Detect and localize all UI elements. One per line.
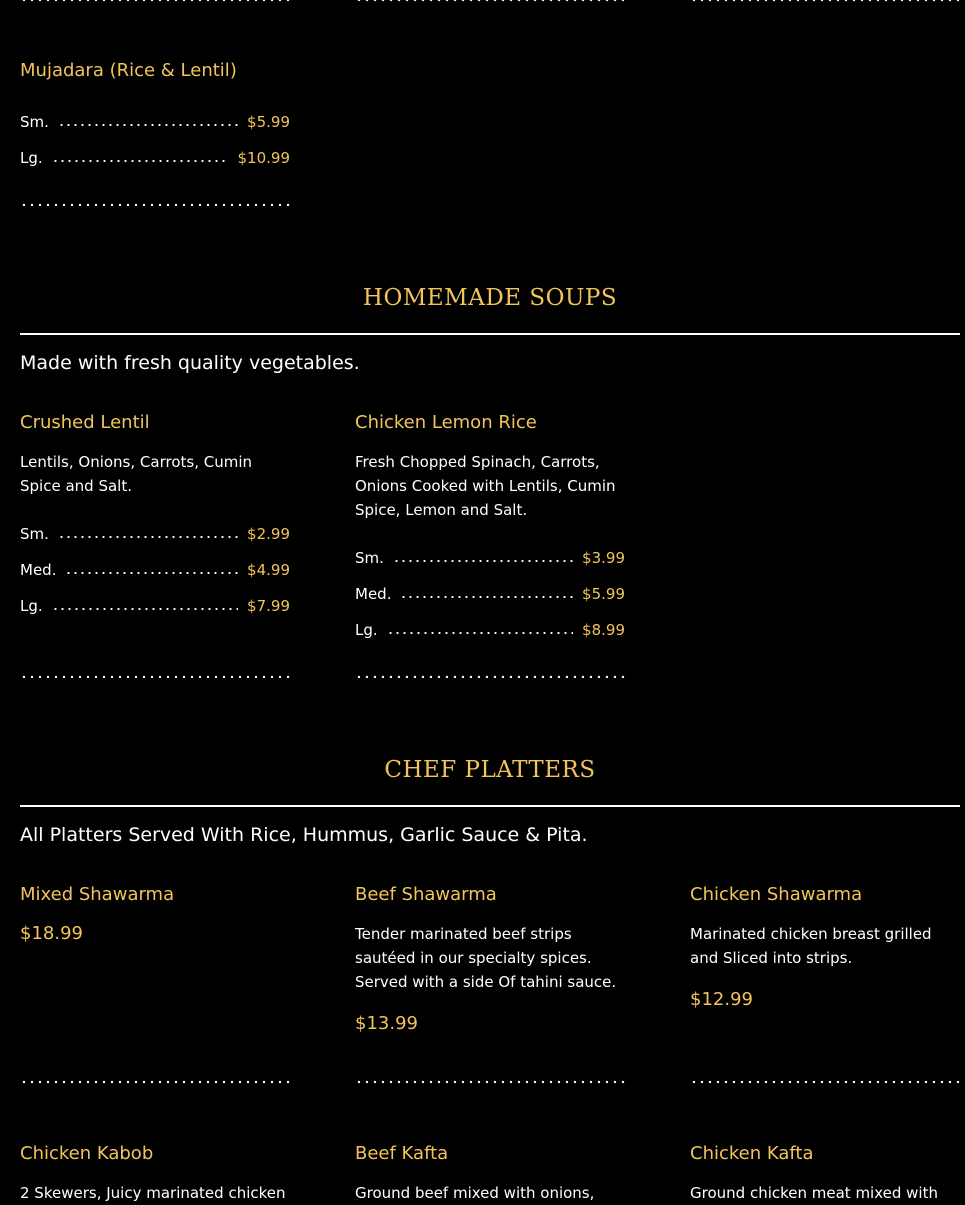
size-label: Med. xyxy=(20,561,57,579)
menu-item-title: Chicken Kafta xyxy=(690,1143,814,1164)
menu-item-title: Mixed Shawarma xyxy=(20,884,175,905)
menu-item-description: Fresh Chopped Spinach, Carrots, Onions Cooked with Lentils, Cumin Spice, Lemon and Salt. xyxy=(355,453,616,519)
dot-leader xyxy=(58,123,238,127)
size-label: Med. xyxy=(355,585,392,603)
item-separator xyxy=(20,1080,290,1084)
menu-item-description: Ground beef mixed with onions, xyxy=(355,1184,595,1202)
size-label: Lg. xyxy=(355,621,378,639)
dot-leader xyxy=(65,571,238,575)
price-value: $5.99 xyxy=(582,585,625,603)
menu-item-title: Chicken Shawarma xyxy=(690,884,863,905)
price-value: $18.99 xyxy=(20,923,83,944)
size-label: Sm. xyxy=(355,549,384,567)
price-value: $7.99 xyxy=(247,597,290,615)
separator-top-3 xyxy=(690,0,965,2)
price-row xyxy=(20,560,290,580)
price-value: $12.99 xyxy=(690,989,753,1010)
menu-item-title: Chicken Lemon Rice xyxy=(355,412,537,433)
dot-leader xyxy=(52,159,229,163)
item-separator xyxy=(690,1080,960,1084)
dot-leader xyxy=(400,595,573,599)
dot-leader xyxy=(393,559,573,563)
price-value: $10.99 xyxy=(237,149,290,167)
section-title-soups: HOMEMADE SOUPS xyxy=(362,285,618,311)
section-title-platters: CHEF PLATTERS xyxy=(384,757,596,783)
price-row xyxy=(355,620,625,640)
menu-item-description: Ground chicken meat mixed with xyxy=(690,1184,938,1202)
menu-item-description: 2 Skewers, Juicy marinated chicken xyxy=(20,1184,286,1202)
dot-leader xyxy=(58,535,238,539)
dot-leader xyxy=(52,607,238,611)
separator-top-1 xyxy=(20,0,290,2)
size-label: Lg. xyxy=(20,149,43,167)
menu-item-description: Lentils, Onions, Carrots, Cumin Spice and Salt. xyxy=(20,453,252,495)
section-note-platters: All Platters Served With Rice, Hummus, Garlic Sauce & Pita. xyxy=(20,824,588,846)
size-label: Sm. xyxy=(20,525,49,543)
price-row xyxy=(20,596,290,616)
menu-item-title: Crushed Lentil xyxy=(20,412,150,433)
menu-item-description: Marinated chicken breast grilled and Sliced into strips. xyxy=(690,925,932,967)
section-divider xyxy=(20,333,960,335)
price-value: $13.99 xyxy=(355,1013,418,1034)
price-value: $2.99 xyxy=(247,525,290,543)
menu-item-title: Chicken Kabob xyxy=(20,1143,154,1164)
price-value: $5.99 xyxy=(247,113,290,131)
item-separator xyxy=(20,675,290,679)
menu-item-title: Mujadara (Rice & Lentil) xyxy=(20,60,237,81)
price-row xyxy=(355,584,625,604)
menu-item-title: Beef Shawarma xyxy=(355,884,497,905)
item-separator xyxy=(355,675,625,679)
price-row xyxy=(20,112,290,132)
section-note-soups: Made with fresh quality vegetables. xyxy=(20,352,360,374)
price-row xyxy=(355,548,625,568)
item-separator xyxy=(355,1080,625,1084)
separator-top-2 xyxy=(355,0,625,2)
size-label: Sm. xyxy=(20,113,49,131)
item-separator xyxy=(20,203,290,207)
price-row xyxy=(20,524,290,544)
menu-item-title: Beef Kafta xyxy=(355,1143,449,1164)
price-value: $3.99 xyxy=(582,549,625,567)
dot-leader xyxy=(387,631,573,635)
price-value: $4.99 xyxy=(247,561,290,579)
size-label: Lg. xyxy=(20,597,43,615)
price-row xyxy=(20,148,290,168)
section-divider xyxy=(20,805,960,807)
menu-item-description: Tender marinated beef strips sautéed in our specialty spices. Served with a side Of tahini sauce. xyxy=(355,925,617,991)
price-value: $8.99 xyxy=(582,621,625,639)
